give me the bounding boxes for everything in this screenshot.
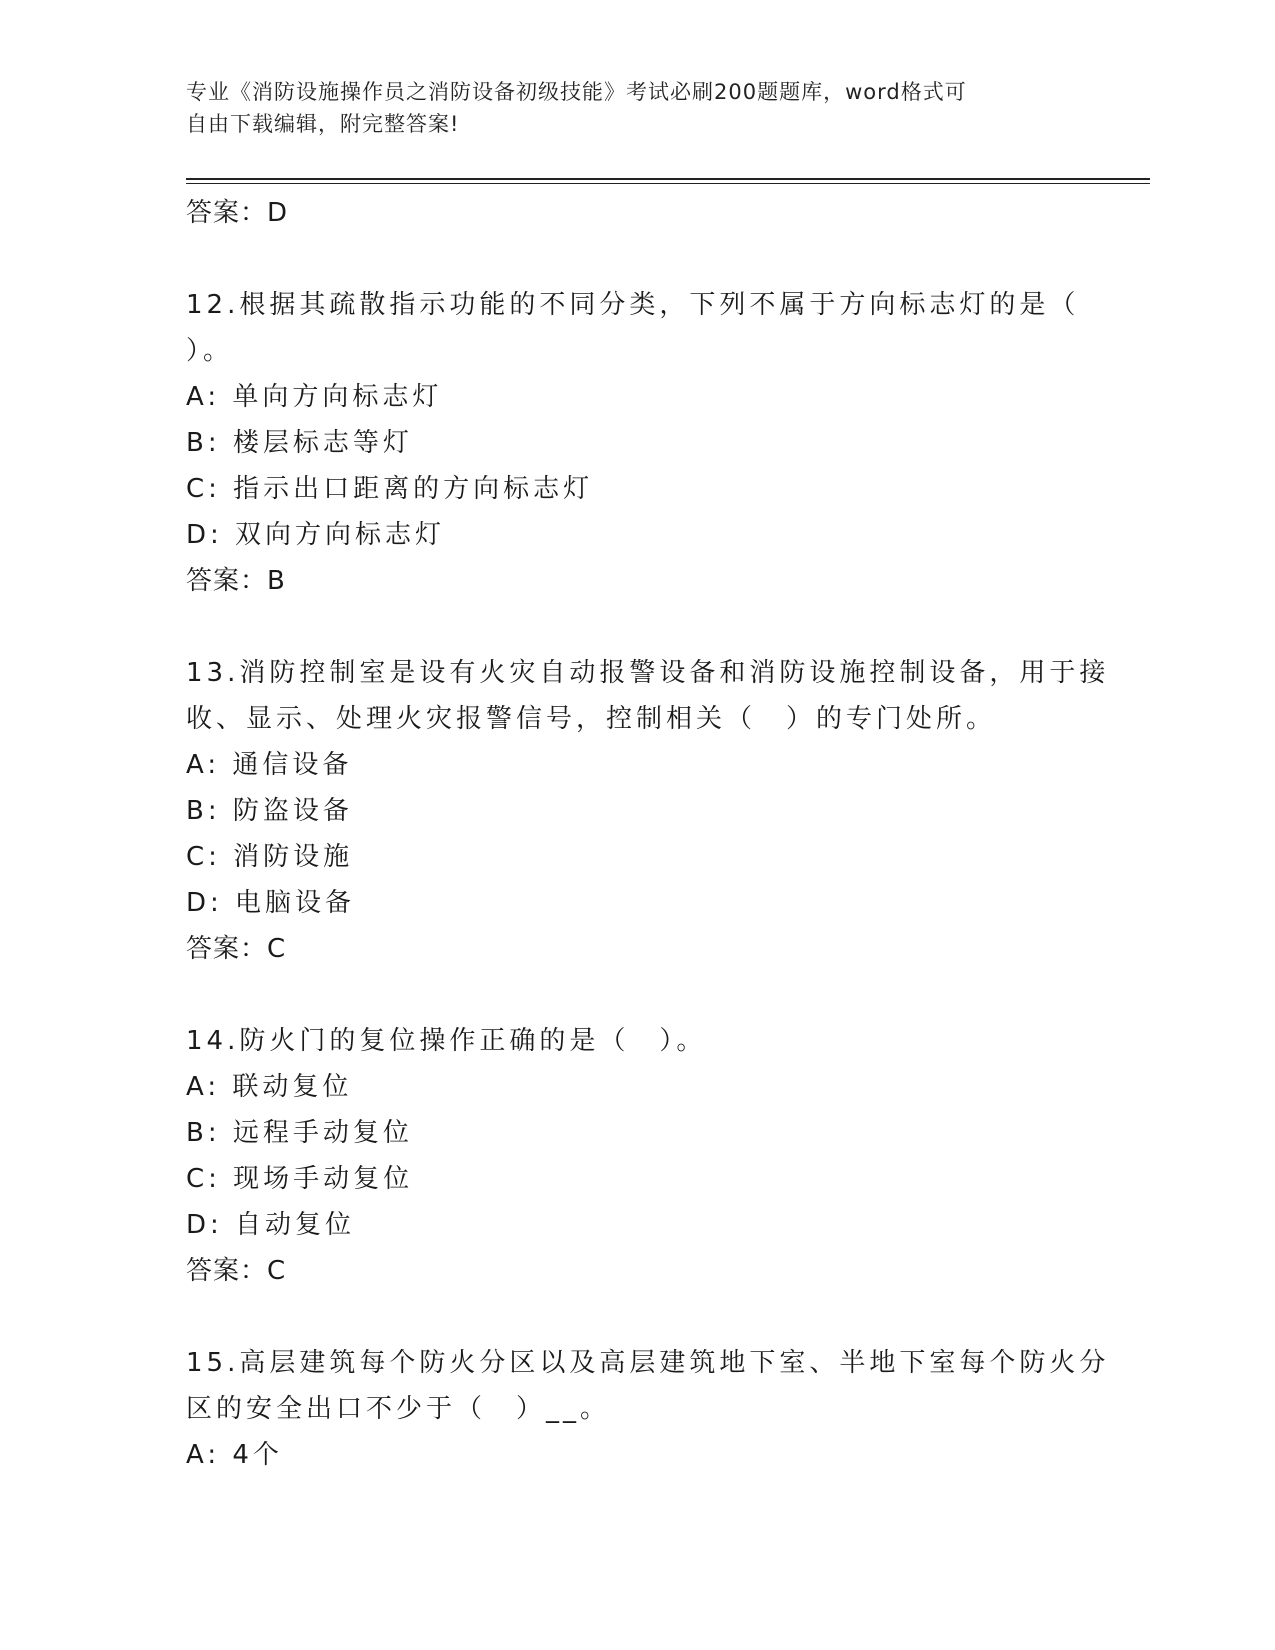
header-line-2: 自由下载编辑，附完整答案! [186,112,460,136]
question-stem: 14.防火门的复位操作正确的是（ ）。 [186,1026,707,1056]
option-b: B: 楼层标志等灯 [186,428,413,458]
answer: 答案：B [186,566,286,596]
option-c: C: 现场手动复位 [186,1164,414,1194]
option-a: A: 4个 [186,1440,283,1470]
question-stem: 12.根据其疏散指示功能的不同分类，下列不属于方向标志灯的是（ [186,290,1080,320]
answer: 答案：C [186,934,287,964]
question-stem-cont: ）。 [186,336,234,366]
question-stem-cont: 区的安全出口不少于（ ）__。 [186,1394,611,1424]
question-stem: 13.消防控制室是设有火灾自动报警设备和消防设施控制设备，用于接 [186,658,1110,688]
answer-11: 答案：D [186,198,289,228]
question-13 [186,650,1110,972]
question-12 [186,282,1086,604]
answer: 答案：C [186,1256,287,1286]
question-stem: 15.高层建筑每个防火分区以及高层建筑地下室、半地下室每个防火分 [186,1348,1110,1378]
option-b: B: 防盗设备 [186,796,353,826]
header-divider-thick [186,178,1150,180]
header-divider-thin [186,183,1150,184]
question-15 [186,1340,1110,1478]
option-b: B: 远程手动复位 [186,1118,413,1148]
option-a: A: 单向方向标志灯 [186,382,443,412]
option-a: A: 通信设备 [186,750,353,780]
option-d: D: 双向方向标志灯 [186,520,446,550]
option-d: D: 自动复位 [186,1210,356,1240]
question-stem-cont: 收、显示、处理火灾报警信号，控制相关（ ）的专门处所。 [186,704,997,734]
option-c: C: 指示出口距离的方向标志灯 [186,474,594,504]
option-d: D: 电脑设备 [186,888,356,918]
document-body [186,190,1110,1478]
option-c: C: 消防设施 [186,842,354,872]
question-14 [186,1018,1086,1294]
page-header [186,76,1086,140]
option-a: A: 联动复位 [186,1072,353,1102]
header-line-1: 专业《消防设施操作员之消防设备初级技能》考试必刷200题题库，word格式可 [186,80,967,104]
